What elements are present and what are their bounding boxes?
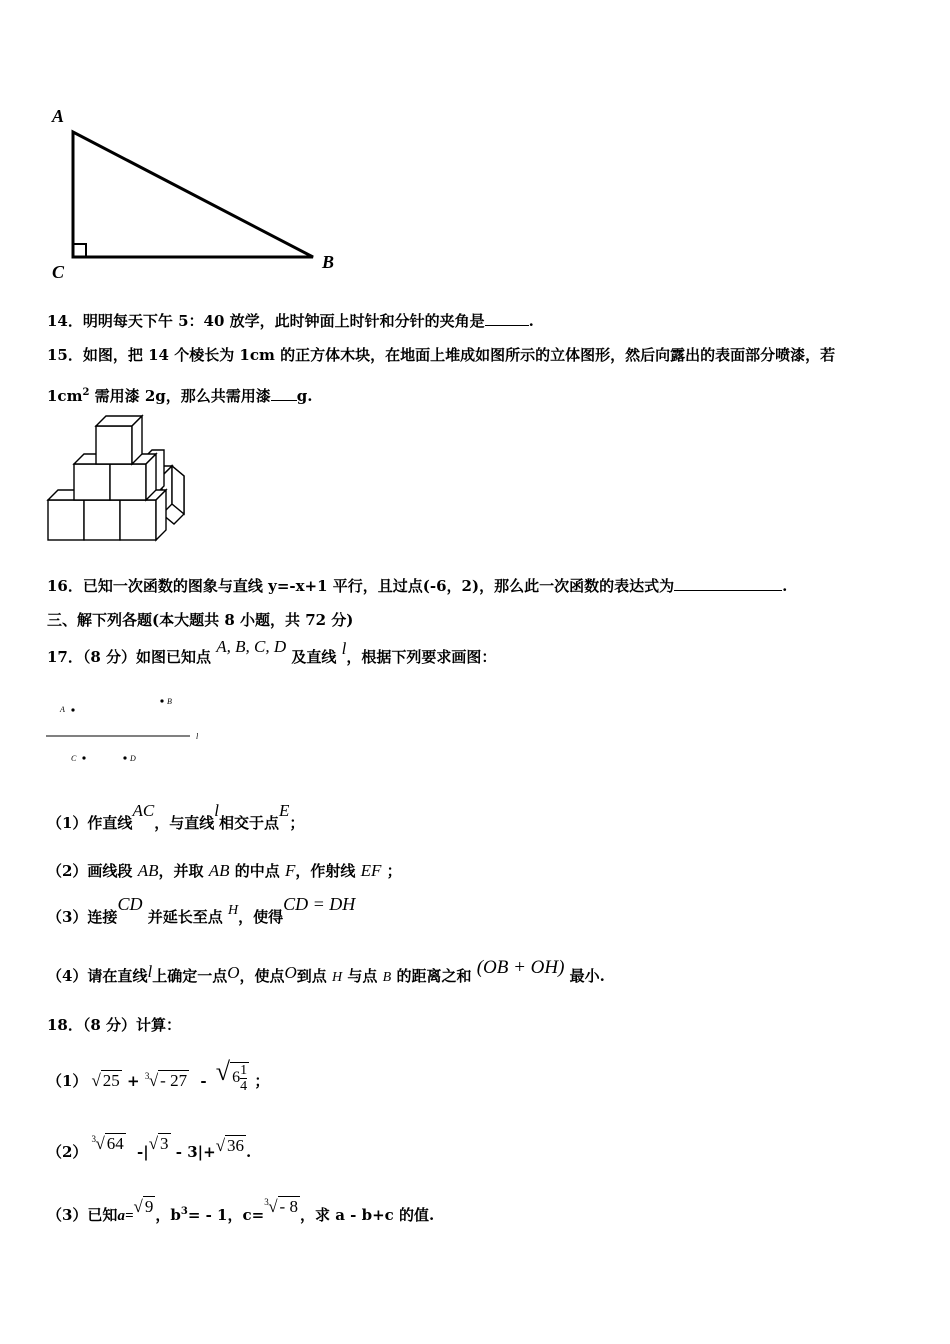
q18-p1-minus: - (200, 1072, 207, 1090)
q17-p4-l: l (147, 962, 153, 981)
q16-text: 16．已知一次函数的图象与直线 y=-x+1 平行，且过点(-6，2)，那么此一次函数的表达式为 (47, 577, 675, 595)
q18-p2-mid: -| (137, 1143, 149, 1161)
q17-p4-mid4: 与点 (347, 967, 378, 985)
q18-p1-end: ； (254, 1072, 270, 1090)
q17-p4-o2: O (284, 963, 297, 982)
q17-p3-eq: CD = DH (283, 894, 356, 914)
q18-p2-end: . (246, 1143, 252, 1161)
q17-p4-mid: 上确定一点 (152, 967, 228, 985)
sqrt-3: √ 3 (148, 1134, 169, 1153)
q17-p1-mid: ，与直线 (154, 814, 215, 832)
q16-end: . (782, 577, 788, 595)
q17-p3-mid2: ，使得 (238, 908, 284, 926)
sqrt-mixed-fraction: √ 6 $\frac{1}{4}$ (215, 1057, 248, 1094)
q17-p3-mid: 并延长至点 (147, 908, 223, 926)
triangle-shape (73, 132, 313, 257)
q18-p3-end: ，求 a - b+c 的值. (299, 1206, 435, 1224)
question-15-line2 (47, 383, 313, 406)
q17-p4-expr: (OB + OH) (476, 957, 565, 978)
sqrt-36: √ 36 (215, 1136, 245, 1155)
q17-p2-mid3: ，作射线 (295, 862, 356, 880)
q17-p2-ab2: AB (208, 861, 230, 880)
q15-answer-blank (271, 386, 297, 401)
q17-p1-end: ； (289, 814, 305, 832)
q17-p4-mid5: 的距离之和 (396, 967, 472, 985)
q14-answer-blank (485, 311, 529, 326)
fig-point-a (71, 708, 74, 711)
vertex-label-b: B (322, 252, 335, 272)
question-17-intro (47, 637, 497, 667)
q17-p4-b: B (382, 970, 392, 985)
q17-p2-mid2: 的中点 (234, 862, 280, 880)
q17-p2-end: ； (386, 862, 402, 880)
q15-mid: 需用漆 2g，那么共需用漆 (89, 387, 271, 405)
q17-p1-pre: （1）作直线 (47, 814, 133, 832)
q18-p1-label: （1） (47, 1072, 88, 1090)
question-15-line1: 15．如图，把 14 个棱长为 1cm 的正方体木块，在地面上堆成如图所示的立体图形，然后向露出的表面部分喷漆，若 (47, 346, 836, 364)
q17-p4-end: 最小. (569, 967, 605, 985)
q18-p1-plus: + (127, 1072, 140, 1090)
q17-p4-h: H (332, 970, 343, 985)
right-triangle-figure (40, 100, 360, 290)
q17-p1-mid2: 相交于点 (218, 814, 279, 832)
q18-part-1 (47, 1057, 270, 1100)
q17-intro-mid: 及直线 (291, 648, 337, 666)
q17-points: A, B, C, D (216, 637, 287, 656)
section-3-heading: 三、解下列各题(本大题共 8 小题，共 72 分) (47, 611, 354, 629)
q17-p4-mid2: ，使点 (239, 967, 285, 985)
fig-label-a: A (60, 705, 65, 714)
q17-p3-h: H (227, 903, 239, 918)
question-16 (47, 576, 787, 596)
fig-point-b (160, 699, 163, 702)
q17-p3-pre: （3）连接 (47, 908, 118, 926)
q17-p4-o: O (227, 963, 240, 982)
q18-p3-mid: ，b (155, 1206, 181, 1224)
q14-end: . (528, 312, 534, 330)
q18-p3-mid2: = - 1，c= (187, 1206, 265, 1224)
q17-p1-e: E (278, 801, 290, 820)
points-and-line-figure (44, 690, 214, 770)
q17-p1-ac: AC (132, 801, 155, 820)
fig-label-b: B (167, 697, 172, 706)
q17-p2-f: F (284, 861, 296, 880)
q17-intro-pre: 17．（8 分）如图已知点 (47, 648, 212, 666)
q18-p3-sup: 3 (180, 1206, 188, 1217)
q18-part-2 (47, 1134, 252, 1162)
q17-p2-mid: ，并取 (158, 862, 204, 880)
q18-part-3 (47, 1197, 435, 1226)
q17-p2-ef: EF (360, 861, 382, 880)
q18-p2-mid2: - 3|+ (175, 1143, 216, 1161)
q15-unit: 1cm (47, 387, 83, 405)
q17-part-2 (47, 861, 402, 881)
q17-p3-cd: CD (117, 894, 143, 914)
fig-point-c (82, 756, 85, 759)
cube-stack-figure (44, 412, 194, 547)
vertex-label-c: C (52, 262, 65, 282)
sqrt-25: √ 25 (91, 1071, 120, 1090)
q17-p1-l: l (214, 801, 219, 820)
q15-unit-sup: 2 (82, 387, 90, 398)
q17-part-4 (47, 957, 605, 988)
fig-point-d (123, 756, 126, 759)
q18-p2-label: （2） (47, 1143, 88, 1161)
fig-label-c: C (71, 754, 77, 763)
cbrt-neg-8: 3 √ - 8 (264, 1197, 298, 1216)
q17-line-l: l (341, 639, 347, 658)
right-angle-marker (73, 244, 86, 257)
q18-p3-a: a= (117, 1208, 134, 1224)
cbrt-neg-27: 3 √ - 27 (144, 1071, 188, 1090)
q17-p2-pre: （2）画线段 (47, 862, 133, 880)
q17-p4-pre: （4）请在直线 (47, 967, 148, 985)
cbrt-64: 3 √ 64 (91, 1134, 124, 1153)
fig-label-l: l (196, 732, 199, 741)
fig-label-d: D (130, 754, 136, 763)
q14-text: 14．明明每天下午 5：40 放学，此时钟面上时针和分针的夹角是 (47, 312, 485, 330)
vertex-label-a: A (52, 106, 65, 126)
question-18-intro: 18．（8 分）计算： (47, 1016, 182, 1034)
q17-intro-end: ，根据下列要求画图： (346, 648, 497, 666)
q17-part-1 (47, 801, 305, 833)
q16-answer-blank (674, 576, 782, 591)
q17-p4-mid3: 到点 (296, 967, 327, 985)
q17-p2-ab: AB (137, 861, 159, 880)
q17-part-3 (47, 894, 356, 929)
q15-end: g. (296, 387, 313, 405)
q18-p3-label: （3）已知 (47, 1206, 118, 1224)
sqrt-9: √ 9 (133, 1197, 154, 1216)
question-14 (47, 311, 534, 331)
